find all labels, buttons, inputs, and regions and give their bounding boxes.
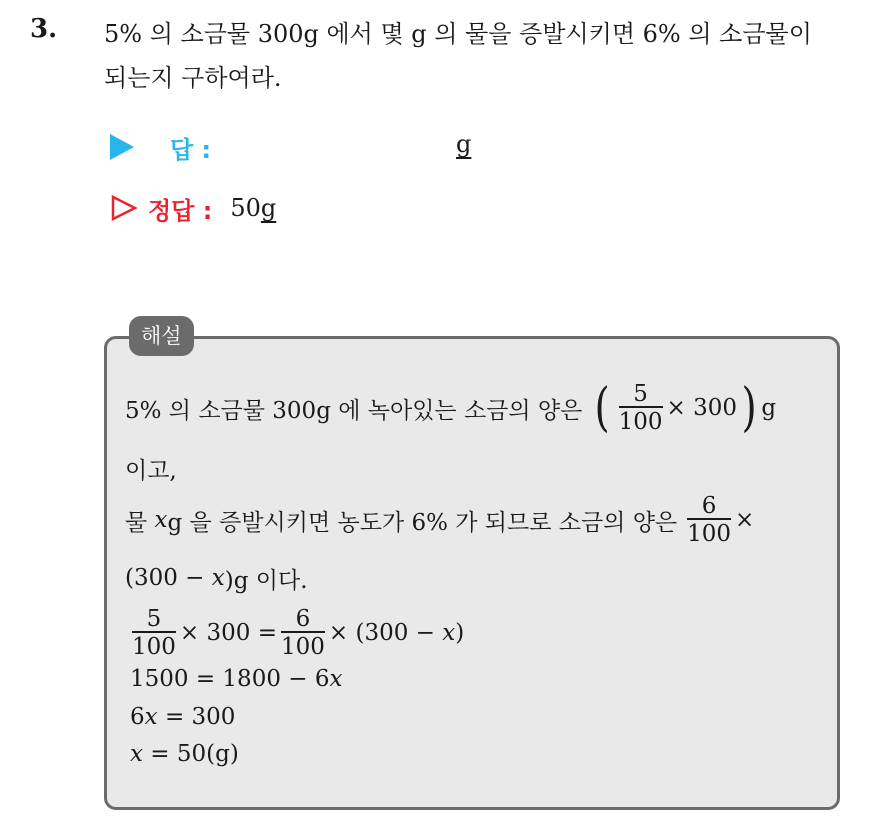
answer-label: 답 : xyxy=(170,135,212,164)
explanation-line-2: 이고, xyxy=(125,457,177,484)
question-text-line-1: 5% 의 소금물 300g 에서 몇 g 의 물을 증발시키면 6% 의 소금물이 xyxy=(104,20,812,48)
equation-2: 1500 = 1800 − 6 x xyxy=(130,666,343,692)
equation-4: x = 50(g) xyxy=(130,741,239,767)
explanation-tag: 해설 xyxy=(129,316,194,356)
question-number: 3. xyxy=(30,14,58,44)
correct-answer-row xyxy=(110,188,276,228)
explanation-line-3: 물 x g 을 증발시키면 농도가 6% 가 되므로 소금의 양은 $\frac{6}{100}$ × xyxy=(125,493,755,547)
answer-blank-unit: g xyxy=(456,130,472,158)
equation-1: $\frac{5}{100}$ × 300 = $\frac{6}{100}$ × (300 − x ) xyxy=(132,606,465,660)
question-text-line-2: 되는지 구하여라. xyxy=(104,64,282,92)
correct-answer-label: 정답 : xyxy=(148,196,213,225)
outline-arrow-icon xyxy=(110,194,138,222)
equation-3: 6 x = 300 xyxy=(130,704,236,730)
correct-answer-value: 50g xyxy=(230,194,277,222)
explanation-line-4: (300 − x )g 이다. xyxy=(125,565,308,594)
fraction-5-100: $\frac{5}{100}$ xyxy=(618,381,663,435)
fraction-6-100: $\frac{6}{100}$ xyxy=(687,493,732,547)
answer-row xyxy=(110,127,211,167)
explanation-line-1: 5% 의 소금물 300g 에 녹아있는 소금의 양은 ( $\frac{5}{100}$ × 300 ) g xyxy=(125,378,777,438)
play-arrow-icon xyxy=(110,134,134,160)
